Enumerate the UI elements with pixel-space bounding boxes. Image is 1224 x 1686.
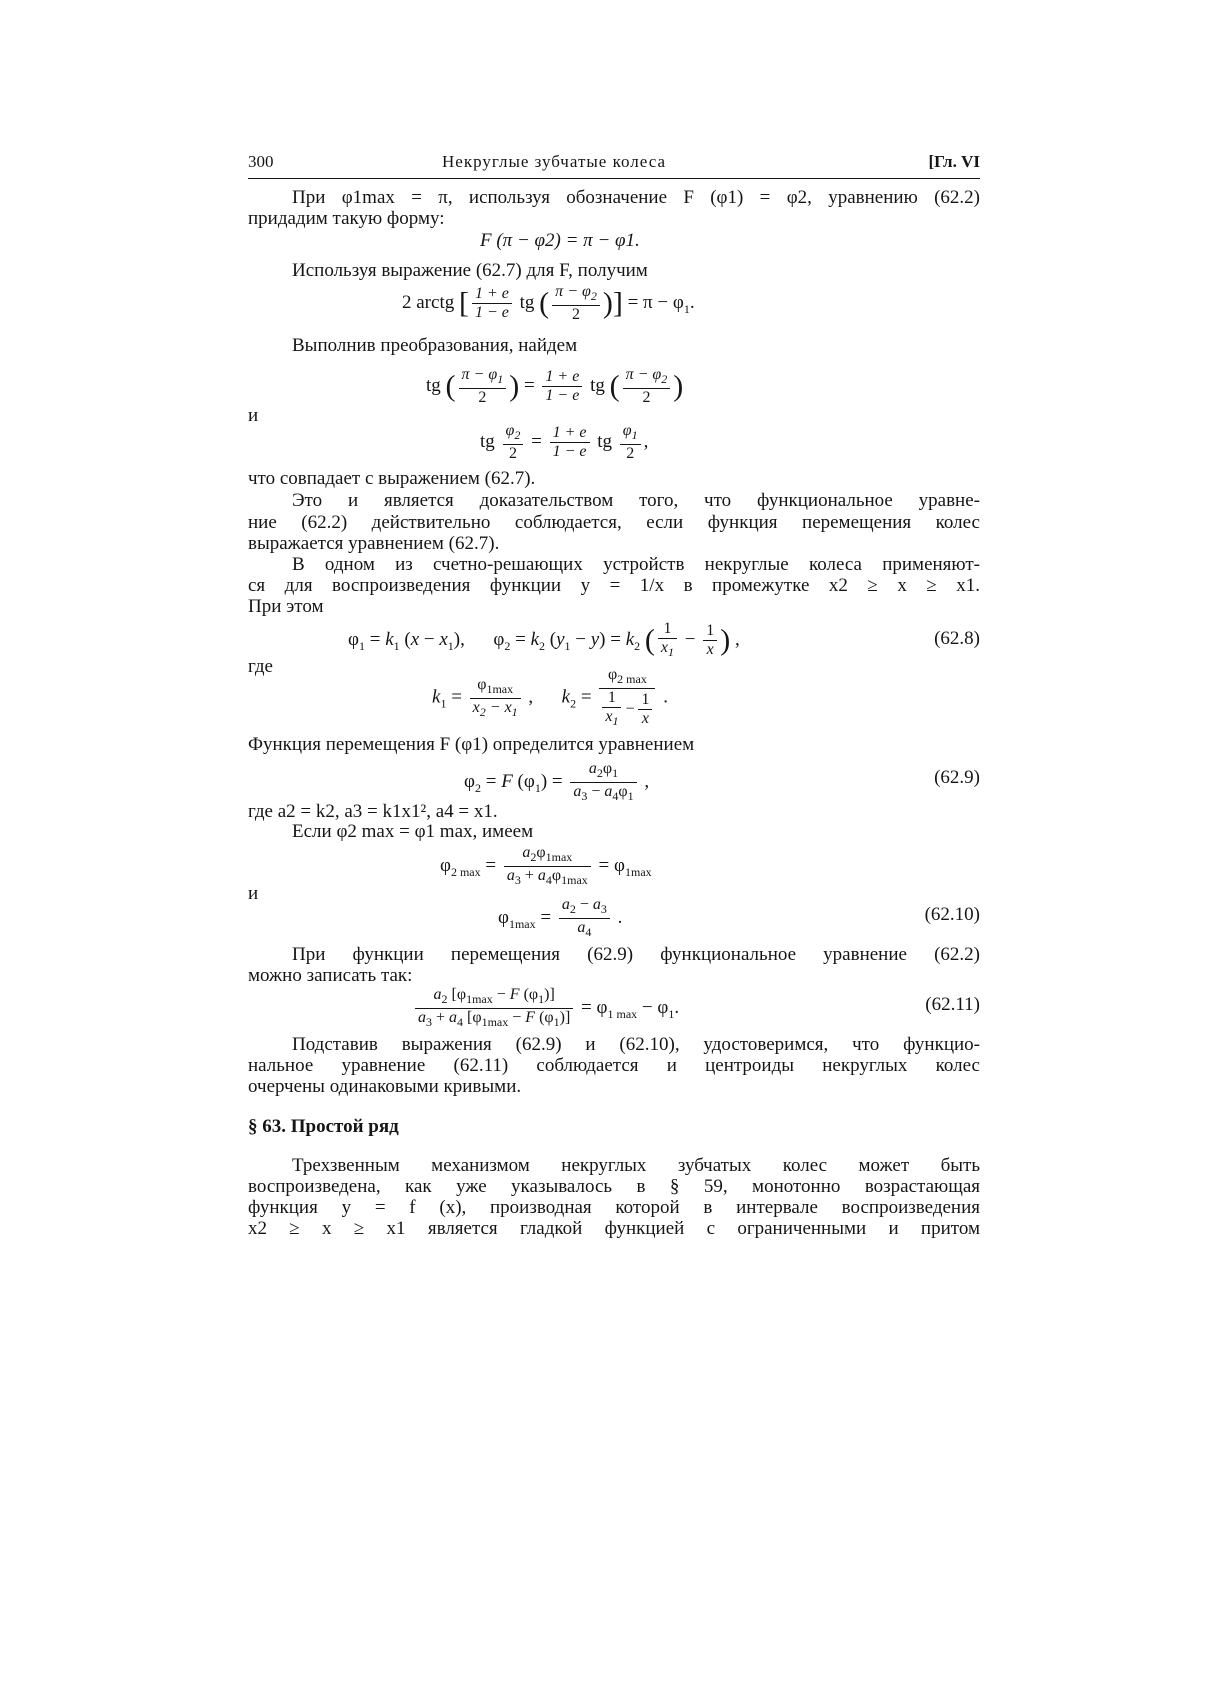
running-header (248, 152, 980, 179)
page-number: 300 (248, 152, 274, 171)
equation-tg-2: tg $\frac{\varphi_2}{2}$ = $\frac{1 + e}{1 - e}$ tg $\frac{\varphi_1}{2}$ , (480, 422, 649, 463)
equation-62-11: $\frac{a_2 [\varphi_{1max} - F (\varphi_1)]}{a_3 + a_4 [\varphi_{1max} - F (\varphi_1)]}$ = $\varphi_{1 max} - \varphi_1$. (412, 986, 679, 1031)
equation-phi-max: $\varphi_{2 max}$ = $\frac{a_2\varphi_{1max}}{a_3 + a_4\varphi_{1max}}$ = $\varphi_{1max}$ (440, 844, 652, 888)
paragraph-line: При этом (248, 596, 324, 617)
equation-number: (62.10) (924, 904, 980, 925)
conjunction: и (248, 883, 259, 904)
equation-k-definitions: $k_1$ = $\frac{\varphi_{1max}}{x_2 - x_1}$ , $k_2$ = $\varphi_{2 max}$ $\frac{1}{x_1}$ − $\frac{1}{x}$ . (432, 666, 668, 729)
running-title: Некруглые зубчатые колеса (442, 152, 667, 171)
equation-62-9: $\varphi_2 = F$ $(\varphi_1)$ = $\frac{a_2\varphi_1}{a_3 - a_4\varphi_1}$ , (464, 760, 650, 804)
equation-number: (62.8) (934, 628, 980, 649)
paragraph-line: выражается уравнением (62.7). (248, 533, 500, 554)
chapter-label: [Гл. VI (928, 152, 980, 171)
equation-tg-1: tg ( $\frac{\pi - \varphi_1}{2}$ ) = $\frac{1 + e}{1 - e}$ tg ( $\frac{\pi - \varphi_2}{2}$ ) (426, 366, 684, 407)
equation-arctg: 2 arctg [ $\frac{1 + e}{1 - e}$ tg ( $\frac{\pi - \varphi_2}{2}$ )] = $\pi - \varphi_1$. (402, 283, 695, 324)
equation-62-10: $\varphi_{1max}$ = $\frac{a_2 - a_3}{a_4}$ . (498, 896, 623, 940)
equation: F (π − φ2) = π − φ1. (480, 230, 640, 251)
paragraph-line: ние (62.2) действительно соблюдается, если функция перемещения колес (248, 512, 980, 533)
paragraph-line: Это и является доказательством того, что функциональное уравне- (292, 490, 980, 511)
paragraph-line: При функции перемещения (62.9) функциональное уравнение (62.2) (292, 944, 980, 965)
paragraph-line: x2 ≥ x ≥ x1 является гладкой функцией с ограниченными и притом (248, 1218, 980, 1239)
paragraph-line: ся для воспроизведения функции y = 1/x в промежутке x2 ≥ x ≥ x1. (248, 575, 980, 596)
where-label: где (248, 656, 273, 677)
paragraph-line: Если φ2 max = φ1 max, имеем (292, 821, 534, 842)
paragraph-line: Функция перемещения F (φ1) определится уравнением (248, 734, 695, 755)
paragraph-line: В одном из счетно-решающих устройств некруглые колеса применяют- (292, 554, 980, 575)
paragraph-line: функция y = f (x), производная которой в интервале воспроизведения (248, 1197, 980, 1218)
equation-number: (62.9) (934, 767, 980, 788)
paragraph-line: можно записать так: (248, 965, 413, 986)
paragraph-line: Выполнив преобразования, найдем (292, 335, 578, 356)
paragraph-line: где a2 = k2, a3 = k1x1², a4 = x1. (248, 801, 498, 822)
paragraph-line: Подставив выражения (62.9) и (62.10), удостоверимся, что функцио- (292, 1034, 980, 1055)
section-heading: § 63. Простой ряд (248, 1116, 399, 1137)
paragraph-line: Используя выражение (62.7) для F, получим (292, 260, 648, 281)
conjunction: и (248, 405, 259, 426)
paragraph-line: нальное уравнение (62.11) соблюдается и центроиды некруглых колес (248, 1055, 980, 1076)
paragraph-line: Трехзвенным механизмом некруглых зубчатых колес может быть (292, 1155, 980, 1176)
equation-62-8: $\varphi_1 = k_1$ $(x - x_1)$, $\varphi_2 = k_2$ $(y_1 - y) = k_2$ ( $\frac{1}{x_1}$ − $\frac{1}{x}$ ) , (348, 620, 740, 660)
paragraph-line: придадим такую форму: (248, 208, 445, 229)
equation-number: (62.11) (925, 994, 980, 1015)
paragraph-line: что совпадает с выражением (62.7). (248, 468, 536, 489)
paragraph-line: При φ1max = π, используя обозначение F (φ1) = φ2, уравнению (62.2) (292, 187, 980, 208)
paragraph-line: очерчены одинаковыми кривыми. (248, 1076, 522, 1097)
paragraph-line: воспроизведена, как уже указывалось в § 59, монотонно возрастающая (248, 1176, 980, 1197)
